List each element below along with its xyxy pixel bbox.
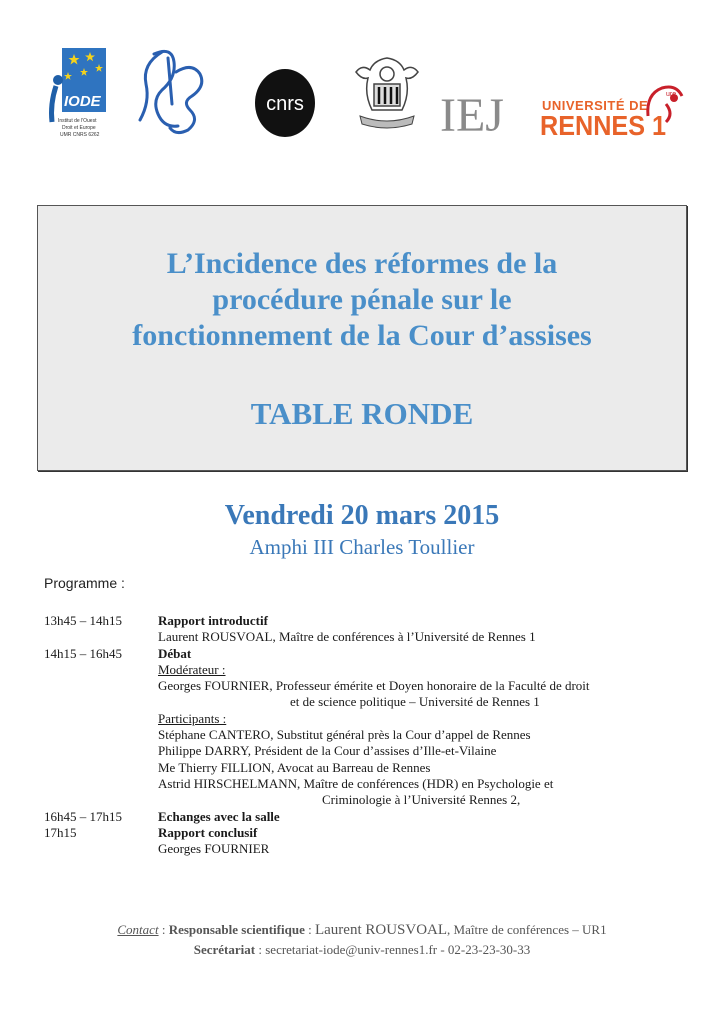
role-heading: Participants : [158, 710, 227, 726]
schedule-row [0, 743, 724, 759]
cnrs-logo [254, 68, 316, 138]
schedule-row [0, 629, 724, 645]
session-title: Rapport introductif [158, 613, 268, 628]
calligraphy-logo [132, 44, 212, 140]
contact-label: Contact [117, 922, 159, 937]
iode-wordmark: IODE [64, 93, 101, 110]
schedule-row [0, 711, 724, 727]
iej-logo [440, 88, 530, 144]
event-venue: Amphi III Charles Toullier [249, 535, 475, 559]
programme-label: Programme : [44, 575, 125, 591]
speaker-detail-continued: et de science politique – Université de Rennes 1 [290, 694, 540, 710]
schedule-row [0, 662, 724, 678]
schedule-row [0, 727, 724, 743]
speaker-detail-continued: Criminologie à l’Université Rennes 2, [322, 792, 521, 808]
schedule-time: 16h45 – 17h15 [44, 808, 122, 824]
session-title: Echanges avec la salle [158, 808, 280, 824]
svg-text:Institut de l'Ouest: Institut de l'Ouest [58, 118, 97, 124]
iej-wordmark: IEJ [440, 89, 504, 142]
speaker-detail: Laurent ROUSVOAL, Maître de conférences à l’Université de Rennes 1 [158, 629, 536, 645]
speaker-detail: Stéphane CANTERO, Substitut général près la Cour d’appel de Rennes [158, 727, 531, 743]
schedule-row [0, 792, 724, 808]
schedule-row [0, 678, 724, 694]
schedule-time: 17h15 [44, 824, 77, 840]
speaker-detail: Philippe DARRY, Président de la Cour d’assises d’Ille-et-Vilaine [158, 743, 497, 759]
schedule-time: 13h45 – 14h15 [44, 613, 122, 628]
session-title: Débat [158, 645, 192, 661]
rennes1-logo [540, 78, 690, 144]
title-box [37, 205, 687, 471]
secretariat-label: Secrétariat [193, 942, 256, 957]
schedule [0, 613, 724, 857]
cnrs-wordmark: cnrs [266, 93, 304, 115]
speaker-detail: Me Thierry FILLION, Avocat au Barreau de Rennes [158, 759, 431, 775]
schedule-row [0, 760, 724, 776]
contact-role: Responsable scientifique [168, 922, 305, 937]
main-title [38, 246, 686, 354]
schedule-time: 14h15 – 16h45 [44, 645, 122, 661]
event-date: Vendredi 20 mars 2015 [224, 500, 500, 531]
schedule-row [0, 776, 724, 792]
iode-logo [46, 44, 108, 144]
contact-footer [0, 920, 724, 960]
title-line-1: L’Incidence des réformes de la [166, 247, 558, 280]
session-title: Rapport conclusif [158, 824, 258, 840]
schedule-row [0, 613, 724, 629]
speaker-detail: Astrid HIRSCHELMANN, Maître de conférences (HDR) en Psychologie et [158, 775, 554, 791]
title-line-2: procédure pénale sur le [212, 283, 512, 316]
svg-text:Droit et Europe: Droit et Europe [62, 125, 96, 131]
contact-name: Laurent ROUSVOAL [314, 922, 448, 938]
role-heading: Modérateur : [158, 661, 226, 677]
schedule-row [0, 646, 724, 662]
title-line-3: fonctionnement de la Cour d’assises [132, 319, 592, 352]
crest-logo [352, 54, 422, 134]
secretariat-line: Secrétariat : secretariat-iode@univ-rennes1.fr - 02-23-23-30-33 [193, 942, 531, 957]
speaker-detail: Georges FOURNIER, Professeur émérite et Doyen honoraire de la Faculté de droit [158, 678, 590, 694]
table-ronde-subtitle: TABLE RONDE [250, 396, 474, 431]
ure-mark: ure [666, 91, 677, 98]
schedule-row [0, 841, 724, 857]
schedule-row [0, 825, 724, 841]
secretariat-value: secretariat-iode@univ-rennes1.fr - 02-23-23-30-33 [265, 942, 531, 957]
contact-title: , Maître de conférences – UR1 [447, 922, 607, 937]
svg-text:UMR CNRS 6262: UMR CNRS 6262 [60, 132, 100, 138]
rennes1-line1: UNIVERSITÉ DE [542, 98, 649, 113]
schedule-row [0, 694, 724, 710]
contact-line: Contact : Responsable scientifique : Laurent ROUSVOAL, Maître de conférences – UR1 [117, 922, 607, 938]
schedule-row [0, 809, 724, 825]
rennes1-line2: RENNES 1 [540, 110, 667, 141]
speaker-detail: Georges FOURNIER [158, 841, 270, 857]
logo-strip [0, 0, 724, 160]
